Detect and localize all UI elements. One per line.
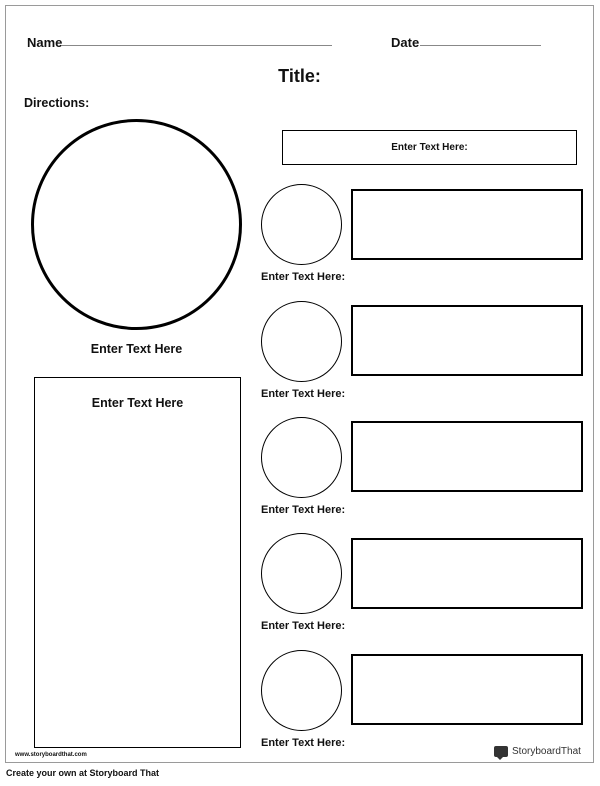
brand-logo xyxy=(494,746,581,757)
name-line[interactable] xyxy=(62,45,332,46)
worksheet xyxy=(5,5,594,763)
row-box-3[interactable] xyxy=(351,421,583,492)
row-circle-3 xyxy=(261,417,342,498)
row-circle-4 xyxy=(261,533,342,614)
date-line[interactable] xyxy=(420,45,541,46)
name-label: Name xyxy=(27,35,63,50)
row-caption-3[interactable]: Enter Text Here: xyxy=(261,504,346,516)
row-circle-2 xyxy=(261,301,342,382)
big-circle xyxy=(31,119,242,330)
tall-text-box[interactable] xyxy=(34,377,241,748)
row-caption-2[interactable]: Enter Text Here: xyxy=(261,388,346,400)
row-caption-5[interactable]: Enter Text Here: xyxy=(261,737,346,749)
brand-name: StoryboardThat xyxy=(512,746,581,757)
tall-box-caption[interactable]: Enter Text Here xyxy=(91,396,184,410)
row-caption-4[interactable]: Enter Text Here: xyxy=(261,620,346,632)
row-circle-5 xyxy=(261,650,342,731)
footer-url: www.storyboardthat.com xyxy=(15,752,87,758)
row-box-1[interactable] xyxy=(351,189,583,260)
directions-label: Directions: xyxy=(24,96,90,110)
row-box-5[interactable] xyxy=(351,654,583,725)
top-box-text[interactable]: Enter Text Here: xyxy=(391,142,468,153)
date-label: Date xyxy=(391,35,420,50)
row-caption-1[interactable]: Enter Text Here: xyxy=(261,271,346,283)
speech-bubble-icon xyxy=(494,746,508,757)
page-title: Title: xyxy=(278,66,321,86)
row-box-4[interactable] xyxy=(351,538,583,609)
bottom-note: Create your own at Storyboard That xyxy=(6,768,160,778)
row-box-2[interactable] xyxy=(351,305,583,376)
big-circle-caption[interactable]: Enter Text Here xyxy=(90,342,183,356)
row-circle-1 xyxy=(261,184,342,265)
